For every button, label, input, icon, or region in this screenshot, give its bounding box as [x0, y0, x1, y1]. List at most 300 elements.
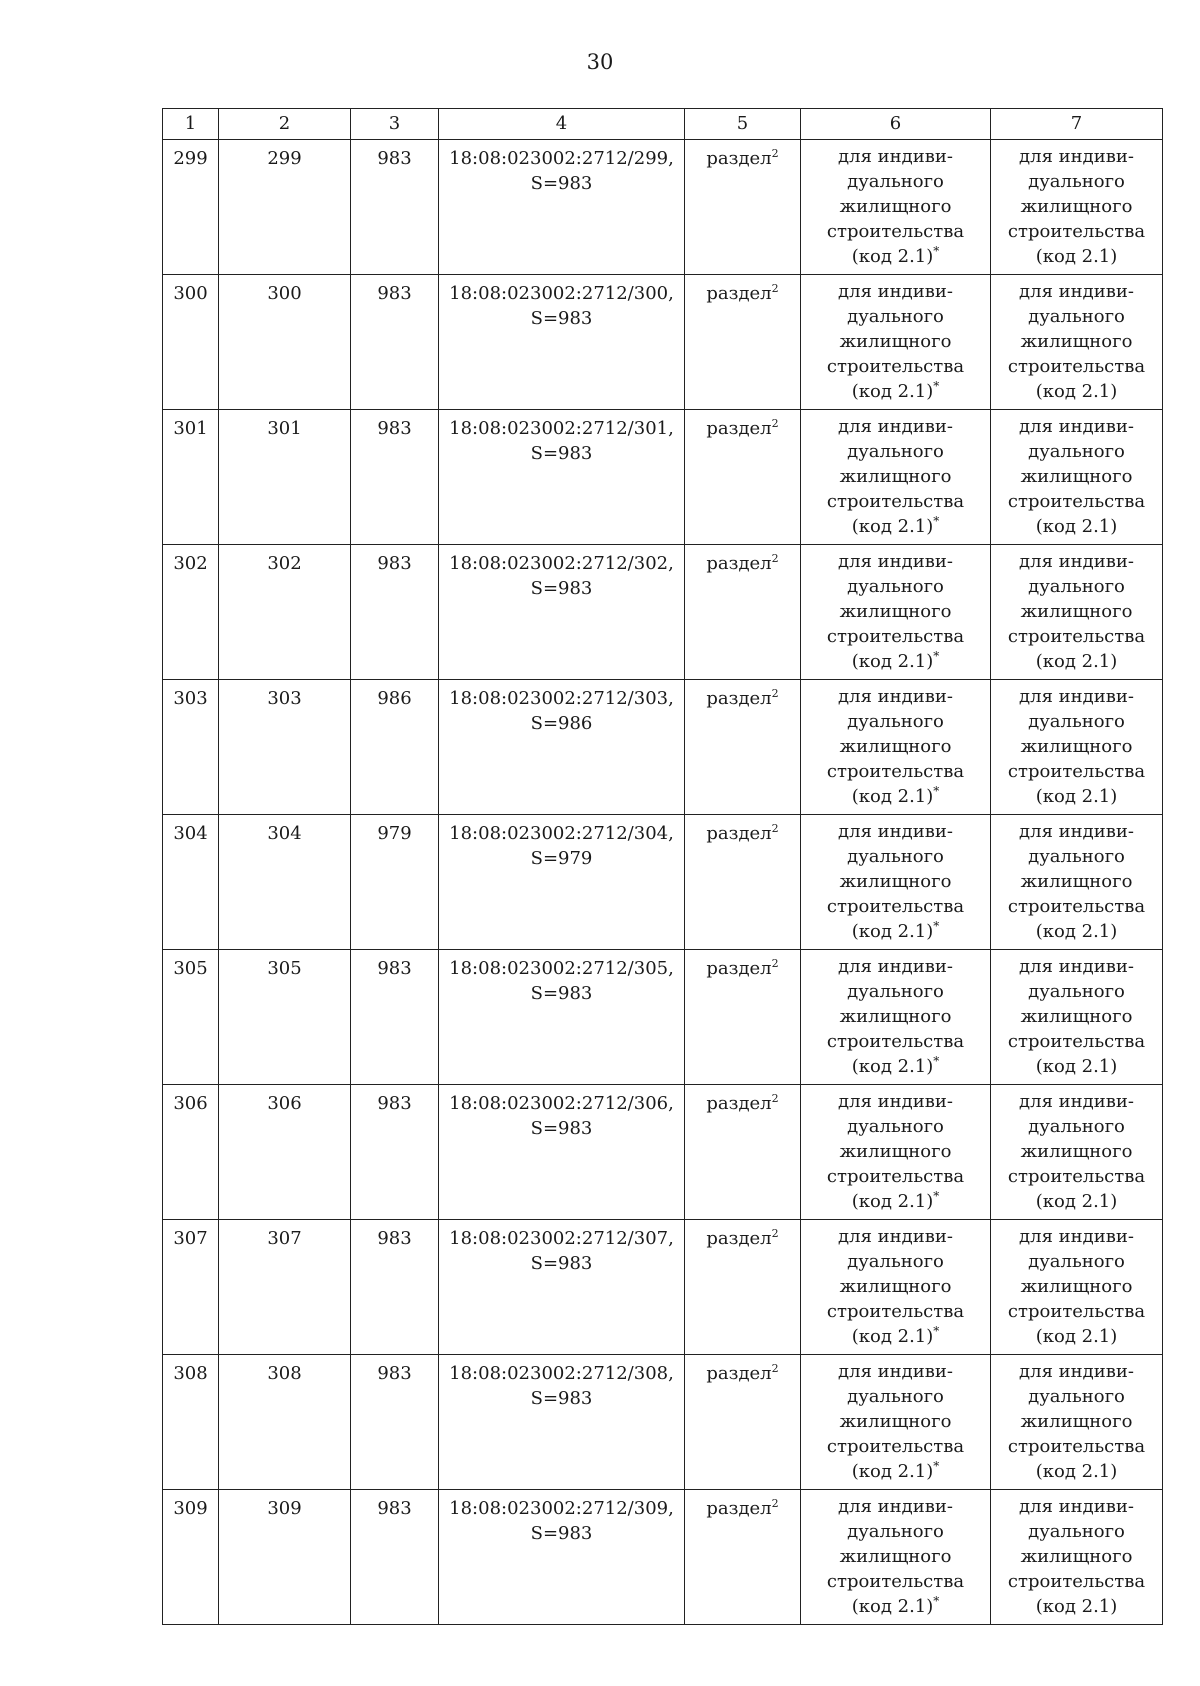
cell-cadastral [439, 140, 685, 275]
use-asterisk: * [933, 649, 940, 663]
use-asterisk: * [933, 379, 940, 393]
use-line: строительства [1007, 761, 1146, 782]
use-line: для индиви- [1019, 551, 1134, 572]
use-line: жилищного [1020, 196, 1133, 217]
use-line: дуального [847, 846, 944, 867]
use-line: для индиви- [838, 551, 953, 572]
cell-plot-number [219, 275, 351, 410]
use-line: для индиви- [1019, 686, 1134, 707]
use-line: строительства [1007, 626, 1146, 647]
use-line: жилищного [839, 871, 952, 892]
method-text: раздел [706, 553, 772, 574]
use-line-code [804, 379, 987, 404]
cell-cadastral [439, 950, 685, 1085]
use-line: дуального [1028, 981, 1125, 1002]
use-line: строительства [826, 1571, 965, 1592]
method-text: раздел [706, 1228, 772, 1249]
use-line: дуального [847, 711, 944, 732]
method-text: раздел [706, 283, 772, 304]
use-line: строительства [826, 356, 965, 377]
use-line: дуального [1028, 306, 1125, 327]
cell-plot-number [219, 815, 351, 950]
cadastral-area: S=983 [530, 173, 593, 194]
cell-plot-number [219, 950, 351, 1085]
header-cell: 3 [351, 109, 439, 140]
cell-plot-number-text: 304 [267, 823, 302, 844]
cell-number [163, 140, 219, 275]
cell-plot-number-text: 305 [267, 958, 302, 979]
use-line: жилищного [839, 1411, 952, 1432]
use-line: для индиви- [838, 146, 953, 167]
method-text: раздел [706, 1363, 772, 1384]
cell-permitted-use [801, 950, 991, 1085]
use-code-text: (код 2.1) [851, 921, 934, 942]
use-line-code: (код 2.1) [1035, 921, 1118, 942]
use-line: дуального [1028, 171, 1125, 192]
cell-method [685, 1355, 801, 1490]
method-superscript: 2 [771, 147, 779, 160]
cell-number [163, 680, 219, 815]
cell-number-text: 301 [173, 418, 208, 439]
cell-method [685, 1085, 801, 1220]
use-line: для индиви- [838, 821, 953, 842]
use-line-code [804, 649, 987, 674]
cell-cadastral [439, 545, 685, 680]
cell-area-text: 979 [377, 823, 412, 844]
cell-area-text: 983 [377, 418, 412, 439]
use-line: для индиви- [838, 956, 953, 977]
cell-method [685, 410, 801, 545]
cell-number-text: 304 [173, 823, 208, 844]
cadastral-area: S=983 [530, 1388, 593, 1409]
cadastral-number: 18:08:023002:2712/307, [449, 1228, 674, 1249]
use-asterisk: * [933, 784, 940, 798]
cell-cadastral [439, 1490, 685, 1625]
use-line: дуального [1028, 1116, 1125, 1137]
use-line-code: (код 2.1) [1035, 381, 1118, 402]
cell-plot-number-text: 302 [267, 553, 302, 574]
cell-permitted-use-new [991, 410, 1163, 545]
use-line: дуального [1028, 711, 1125, 732]
cell-cadastral [439, 815, 685, 950]
use-line: строительства [826, 626, 965, 647]
use-line: жилищного [1020, 1411, 1133, 1432]
cell-number-text: 306 [173, 1093, 208, 1114]
cell-plot-number [219, 410, 351, 545]
cell-plot-number-text: 308 [267, 1363, 302, 1384]
table-row [163, 815, 1163, 950]
cell-permitted-use-new [991, 275, 1163, 410]
table-body [163, 140, 1163, 1625]
use-line: жилищного [839, 331, 952, 352]
use-code-text: (код 2.1) [851, 246, 934, 267]
use-line: для индиви- [1019, 821, 1134, 842]
cell-number-text: 307 [173, 1228, 208, 1249]
use-asterisk: * [933, 514, 940, 528]
cell-number-text: 303 [173, 688, 208, 709]
use-asterisk: * [933, 1594, 940, 1608]
use-code-text: (код 2.1) [851, 1326, 934, 1347]
header-cell: 5 [685, 109, 801, 140]
cell-permitted-use-new [991, 680, 1163, 815]
use-line: жилищного [839, 601, 952, 622]
method-superscript: 2 [771, 417, 779, 430]
cell-plot-number-text: 300 [267, 283, 302, 304]
method-text: раздел [706, 823, 772, 844]
cell-number [163, 1220, 219, 1355]
use-asterisk: * [933, 1054, 940, 1068]
cell-area-text: 983 [377, 958, 412, 979]
cell-permitted-use [801, 1085, 991, 1220]
use-line: жилищного [839, 1546, 952, 1567]
method-text: раздел [706, 958, 772, 979]
use-line: строительства [1007, 1301, 1146, 1322]
cell-number [163, 1085, 219, 1220]
use-line: строительства [1007, 1031, 1146, 1052]
cell-number [163, 1355, 219, 1490]
cell-area-text: 983 [377, 148, 412, 169]
use-line: для индиви- [1019, 1091, 1134, 1112]
cell-cadastral [439, 275, 685, 410]
use-line: для индиви- [1019, 281, 1134, 302]
cell-area-text: 983 [377, 1093, 412, 1114]
cell-number-text: 299 [173, 148, 208, 169]
cell-number [163, 950, 219, 1085]
use-line-code: (код 2.1) [1035, 1056, 1118, 1077]
use-line: жилищного [1020, 871, 1133, 892]
cell-plot-number-text: 299 [267, 148, 302, 169]
method-superscript: 2 [771, 282, 779, 295]
cell-number-text: 302 [173, 553, 208, 574]
use-line: для индиви- [838, 281, 953, 302]
cell-method [685, 950, 801, 1085]
use-asterisk: * [933, 244, 940, 258]
use-asterisk: * [933, 1189, 940, 1203]
use-line: дуального [847, 576, 944, 597]
use-line-code: (код 2.1) [1035, 786, 1118, 807]
use-line: для индиви- [1019, 956, 1134, 977]
use-line-code [804, 1189, 987, 1214]
cell-permitted-use-new [991, 1085, 1163, 1220]
use-line: дуального [847, 171, 944, 192]
use-line: дуального [1028, 1386, 1125, 1407]
header-cell: 7 [991, 109, 1163, 140]
use-line: дуального [847, 1386, 944, 1407]
use-line: дуального [1028, 576, 1125, 597]
use-line: дуального [847, 306, 944, 327]
cell-area [351, 1220, 439, 1355]
use-line-code [804, 244, 987, 269]
cell-number-text: 300 [173, 283, 208, 304]
use-line: жилищного [1020, 1006, 1133, 1027]
use-code-text: (код 2.1) [851, 1461, 934, 1482]
use-line: жилищного [839, 466, 952, 487]
cadastral-area: S=986 [530, 713, 593, 734]
use-line-code: (код 2.1) [1035, 246, 1118, 267]
cell-number [163, 1490, 219, 1625]
cell-permitted-use-new [991, 1355, 1163, 1490]
method-superscript: 2 [771, 822, 779, 835]
cell-area [351, 1355, 439, 1490]
cell-permitted-use [801, 1355, 991, 1490]
use-line: строительства [1007, 221, 1146, 242]
cadastral-number: 18:08:023002:2712/306, [449, 1093, 674, 1114]
cell-area [351, 1490, 439, 1625]
cell-plot-number [219, 1085, 351, 1220]
use-line-code [804, 1054, 987, 1079]
use-code-text: (код 2.1) [851, 651, 934, 672]
cell-number-text: 308 [173, 1363, 208, 1384]
use-line: жилищного [1020, 601, 1133, 622]
use-line: дуального [1028, 441, 1125, 462]
method-text: раздел [706, 1093, 772, 1114]
cell-area-text: 983 [377, 1363, 412, 1384]
cell-number [163, 815, 219, 950]
cell-area [351, 140, 439, 275]
use-line: для индиви- [838, 1496, 953, 1517]
use-code-text: (код 2.1) [851, 1191, 934, 1212]
cell-number [163, 275, 219, 410]
use-line: жилищного [1020, 1276, 1133, 1297]
cell-area-text: 983 [377, 1228, 412, 1249]
use-line: строительства [1007, 491, 1146, 512]
cell-plot-number-text: 301 [267, 418, 302, 439]
cell-area-text: 986 [377, 688, 412, 709]
use-line: строительства [826, 1031, 965, 1052]
use-line: строительства [1007, 356, 1146, 377]
use-line: для индиви- [1019, 1361, 1134, 1382]
cell-permitted-use [801, 545, 991, 680]
cadastral-area: S=983 [530, 1253, 593, 1274]
cell-number [163, 545, 219, 680]
cell-cadastral [439, 1085, 685, 1220]
cell-plot-number-text: 309 [267, 1498, 302, 1519]
use-line-code: (код 2.1) [1035, 1326, 1118, 1347]
cadastral-area: S=983 [530, 308, 593, 329]
method-text: раздел [706, 688, 772, 709]
method-text: раздел [706, 418, 772, 439]
use-line: строительства [1007, 1571, 1146, 1592]
use-line: строительства [1007, 896, 1146, 917]
cadastral-number: 18:08:023002:2712/302, [449, 553, 674, 574]
cell-permitted-use [801, 410, 991, 545]
cell-area [351, 275, 439, 410]
cell-method [685, 1220, 801, 1355]
cell-permitted-use [801, 1220, 991, 1355]
use-line: жилищного [839, 196, 952, 217]
cell-permitted-use [801, 1490, 991, 1625]
use-line-code [804, 1594, 987, 1619]
method-superscript: 2 [771, 552, 779, 565]
cell-permitted-use-new [991, 545, 1163, 680]
table-row [163, 1355, 1163, 1490]
use-line: для индиви- [838, 1226, 953, 1247]
use-line: строительства [826, 1436, 965, 1457]
cadastral-number: 18:08:023002:2712/303, [449, 688, 674, 709]
cell-plot-number [219, 1355, 351, 1490]
cell-area [351, 950, 439, 1085]
table-row [163, 680, 1163, 815]
method-superscript: 2 [771, 1227, 779, 1240]
use-line: для индиви- [1019, 1496, 1134, 1517]
cell-plot-number-text: 306 [267, 1093, 302, 1114]
use-line: дуального [847, 981, 944, 1002]
cell-method [685, 545, 801, 680]
cell-method [685, 275, 801, 410]
table-row [163, 410, 1163, 545]
cell-plot-number [219, 545, 351, 680]
use-line: жилищного [839, 736, 952, 757]
table-row [163, 275, 1163, 410]
table-row [163, 1220, 1163, 1355]
use-line: жилищного [1020, 331, 1133, 352]
cadastral-number: 18:08:023002:2712/309, [449, 1498, 674, 1519]
cadastral-number: 18:08:023002:2712/308, [449, 1363, 674, 1384]
use-line: жилищного [1020, 1141, 1133, 1162]
cell-permitted-use [801, 140, 991, 275]
use-code-text: (код 2.1) [851, 381, 934, 402]
cell-cadastral [439, 1355, 685, 1490]
cell-plot-number-text: 303 [267, 688, 302, 709]
method-superscript: 2 [771, 1092, 779, 1105]
use-asterisk: * [933, 1459, 940, 1473]
use-line: дуального [847, 1116, 944, 1137]
use-line: строительства [826, 1301, 965, 1322]
cadastral-number: 18:08:023002:2712/299, [449, 148, 674, 169]
use-line: дуального [1028, 846, 1125, 867]
page-number: 30 [586, 50, 614, 74]
table-row [163, 140, 1163, 275]
use-line: для индиви- [838, 416, 953, 437]
use-line: строительства [1007, 1436, 1146, 1457]
method-text: раздел [706, 148, 772, 169]
method-superscript: 2 [771, 957, 779, 970]
cadastral-area: S=983 [530, 1118, 593, 1139]
cell-method [685, 140, 801, 275]
land-plots-table [162, 108, 1163, 1625]
use-code-text: (код 2.1) [851, 786, 934, 807]
table-row [163, 950, 1163, 1085]
use-line: дуального [847, 1521, 944, 1542]
cell-number-text: 309 [173, 1498, 208, 1519]
cadastral-area: S=983 [530, 443, 593, 464]
use-line: жилищного [1020, 736, 1133, 757]
cell-plot-number [219, 680, 351, 815]
cell-area [351, 545, 439, 680]
header-cell: 6 [801, 109, 991, 140]
cadastral-number: 18:08:023002:2712/304, [449, 823, 674, 844]
table-row [163, 545, 1163, 680]
cadastral-area: S=979 [530, 848, 593, 869]
cell-number-text: 305 [173, 958, 208, 979]
use-line: жилищного [839, 1006, 952, 1027]
header-row [163, 109, 1163, 140]
header-cell: 4 [439, 109, 685, 140]
use-line-code [804, 919, 987, 944]
cell-permitted-use [801, 275, 991, 410]
cell-cadastral [439, 680, 685, 815]
cell-method [685, 815, 801, 950]
cell-area-text: 983 [377, 283, 412, 304]
use-code-text: (код 2.1) [851, 1056, 934, 1077]
use-line-code [804, 1459, 987, 1484]
use-line: для индиви- [1019, 416, 1134, 437]
cell-permitted-use-new [991, 1490, 1163, 1625]
use-line: строительства [1007, 1166, 1146, 1187]
method-superscript: 2 [771, 1362, 779, 1375]
use-line: для индиви- [838, 686, 953, 707]
cell-area-text: 983 [377, 553, 412, 574]
cadastral-area: S=983 [530, 578, 593, 599]
cell-plot-number-text: 307 [267, 1228, 302, 1249]
cell-cadastral [439, 1220, 685, 1355]
header-cell: 1 [163, 109, 219, 140]
use-line: для индиви- [1019, 1226, 1134, 1247]
method-text: раздел [706, 1498, 772, 1519]
use-line: жилищного [1020, 1546, 1133, 1567]
cell-area [351, 410, 439, 545]
use-line: строительства [826, 221, 965, 242]
cell-area [351, 1085, 439, 1220]
use-line: дуального [847, 1251, 944, 1272]
method-superscript: 2 [771, 687, 779, 700]
method-superscript: 2 [771, 1497, 779, 1510]
use-line: жилищного [1020, 466, 1133, 487]
cell-plot-number [219, 1490, 351, 1625]
use-line-code: (код 2.1) [1035, 651, 1118, 672]
use-line: жилищного [839, 1276, 952, 1297]
header-cell: 2 [219, 109, 351, 140]
cadastral-number: 18:08:023002:2712/301, [449, 418, 674, 439]
cell-plot-number [219, 140, 351, 275]
use-asterisk: * [933, 1324, 940, 1338]
cell-area-text: 983 [377, 1498, 412, 1519]
cell-plot-number [219, 1220, 351, 1355]
cell-permitted-use-new [991, 140, 1163, 275]
use-line: дуального [847, 441, 944, 462]
use-line: строительства [826, 896, 965, 917]
table-row [163, 1085, 1163, 1220]
use-line: дуального [1028, 1521, 1125, 1542]
use-line: строительства [826, 491, 965, 512]
cadastral-area: S=983 [530, 1523, 593, 1544]
cadastral-area: S=983 [530, 983, 593, 1004]
use-line-code [804, 1324, 987, 1349]
cell-area [351, 680, 439, 815]
use-asterisk: * [933, 919, 940, 933]
use-code-text: (код 2.1) [851, 516, 934, 537]
use-line-code: (код 2.1) [1035, 516, 1118, 537]
use-line-code [804, 514, 987, 539]
cell-permitted-use-new [991, 1220, 1163, 1355]
cell-area [351, 815, 439, 950]
cell-permitted-use [801, 680, 991, 815]
cell-number [163, 410, 219, 545]
use-line-code: (код 2.1) [1035, 1191, 1118, 1212]
use-line: жилищного [839, 1141, 952, 1162]
use-line: для индиви- [838, 1091, 953, 1112]
use-line-code [804, 784, 987, 809]
cell-permitted-use-new [991, 950, 1163, 1085]
cell-method [685, 680, 801, 815]
cell-cadastral [439, 410, 685, 545]
cell-permitted-use [801, 815, 991, 950]
use-line: строительства [826, 761, 965, 782]
cadastral-number: 18:08:023002:2712/305, [449, 958, 674, 979]
cell-permitted-use-new [991, 815, 1163, 950]
use-code-text: (код 2.1) [851, 1596, 934, 1617]
use-line: для индиви- [1019, 146, 1134, 167]
